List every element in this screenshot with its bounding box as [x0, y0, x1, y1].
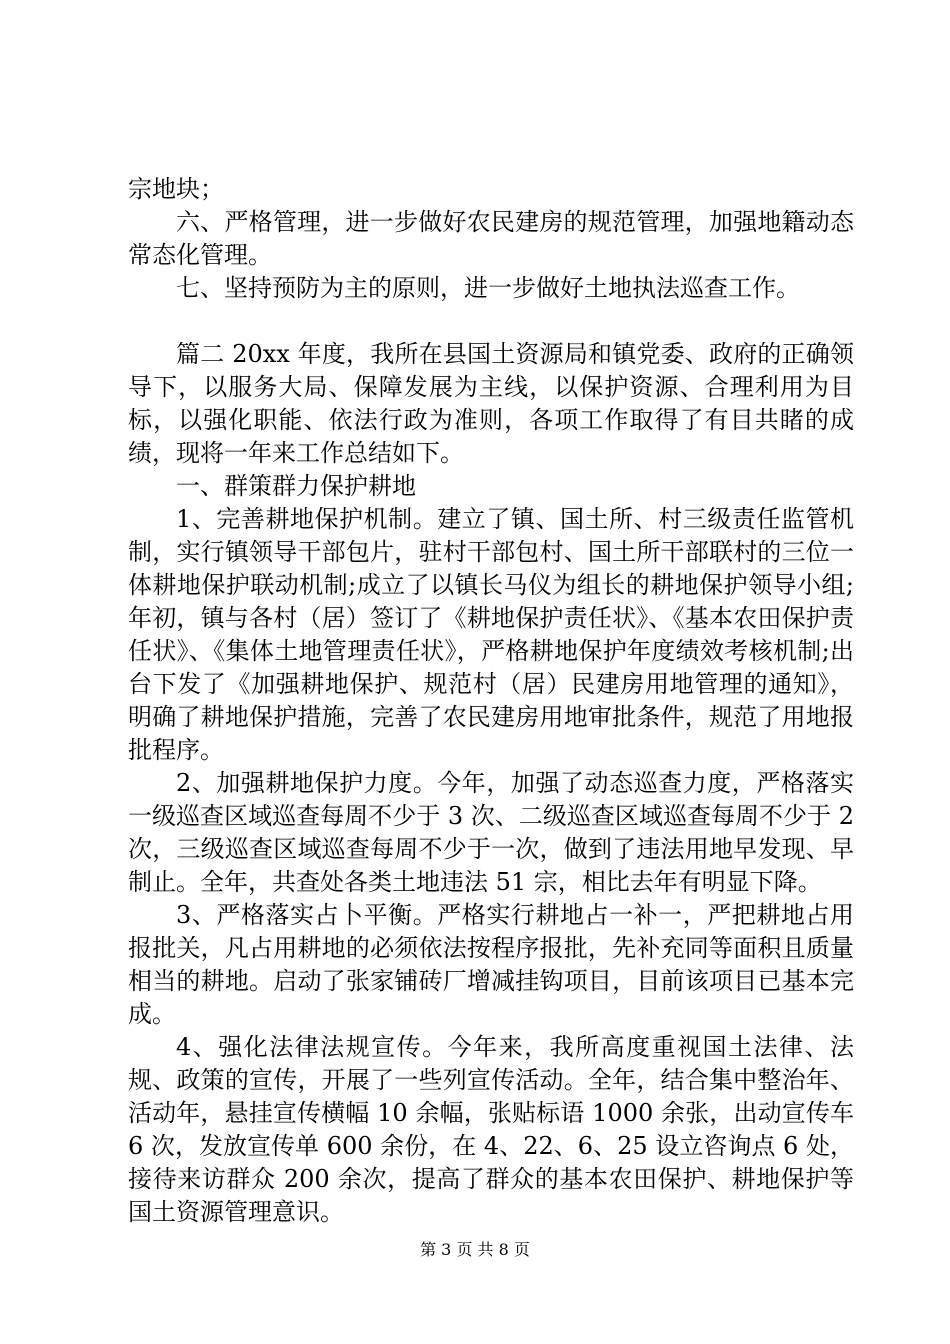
- paragraph-point-3: 3、严格落实占卜平衡。严格实行耕地占一补一，严把耕地占用报批关，凡占用耕地的必须依法按程序报批，先补充同等面积且质量相当的耕地。启动了张家铺砖厂增减挂钩项目，目前该项目已基本完成。: [128, 901, 854, 1028]
- paragraph-point-4: 4、强化法律法规宣传。今年来，我所高度重视国土法律、法规、政策的宣传，开展了一些列宣传活动。全年，结合集中整治年、活动年，悬挂宣传横幅 10 余幅，张贴标语 1000 余张，出动宣传车 6 次，发放宣传单 600 余份，在 4、22、6、25 设立咨询点 6 处，接待来访群众 200 余次，提高了群众的基本农田保护、耕地保护等国土资源管理意识。: [128, 1033, 854, 1226]
- paragraph-item-six: 六、严格管理，进一步做好农民建房的规范管理，加强地籍动态常态化管理。: [128, 208, 854, 269]
- paragraph-point-1: 1、完善耕地保护机制。建立了镇、国土所、村三级责任监管机制，实行镇领导干部包片，驻村干部包村、国土所干部联村的三位一体耕地保护联动机制;成立了以镇长马仪为组长的耕地保护领导小组;年初，镇与各村（居）签订了《耕地保护责任状》、《基本农田保护责任状》、《集体土地管理责任状》，严格耕地保护年度绩效考核机制;出台下发了《加强耕地保护、规范村（居）民建房用地管理的通知》，明确了耕地保护措施，完善了农民建房用地审批条件，规范了用地报批程序。: [128, 505, 854, 764]
- section-heading: 一、群策群力保护耕地: [176, 472, 416, 500]
- paragraph-part-two-intro: 篇二 20xx 年度，我所在县国土资源局和镇党委、政府的正确领导下，以服务大局、保障发展为主线，以保护资源、合理利用为目标，以强化职能、依法行政为准则，各项工作取得了有目共睹的成绩，现将一年来工作总结如下。: [128, 340, 854, 467]
- paragraph-point-2: 2、加强耕地保护力度。今年，加强了动态巡查力度，严格落实一级巡查区域巡查每周不少于 3 次、二级巡查区域巡查每周不少于 2 次，三级巡查区域巡查每周不少于一次，做到了违法用地早发现、早制止。全年，共查处各类土地违法 51 宗，相比去年有明显下降。: [128, 769, 854, 896]
- document-body: [128, 173, 854, 1229]
- paragraph-item-seven: 七、坚持预防为主的原则，进一步做好土地执法巡查工作。: [176, 274, 800, 302]
- page-number-footer: 第 3 页 共 8 页: [420, 1240, 530, 1259]
- paragraph-continuation: 宗地块；: [128, 175, 224, 203]
